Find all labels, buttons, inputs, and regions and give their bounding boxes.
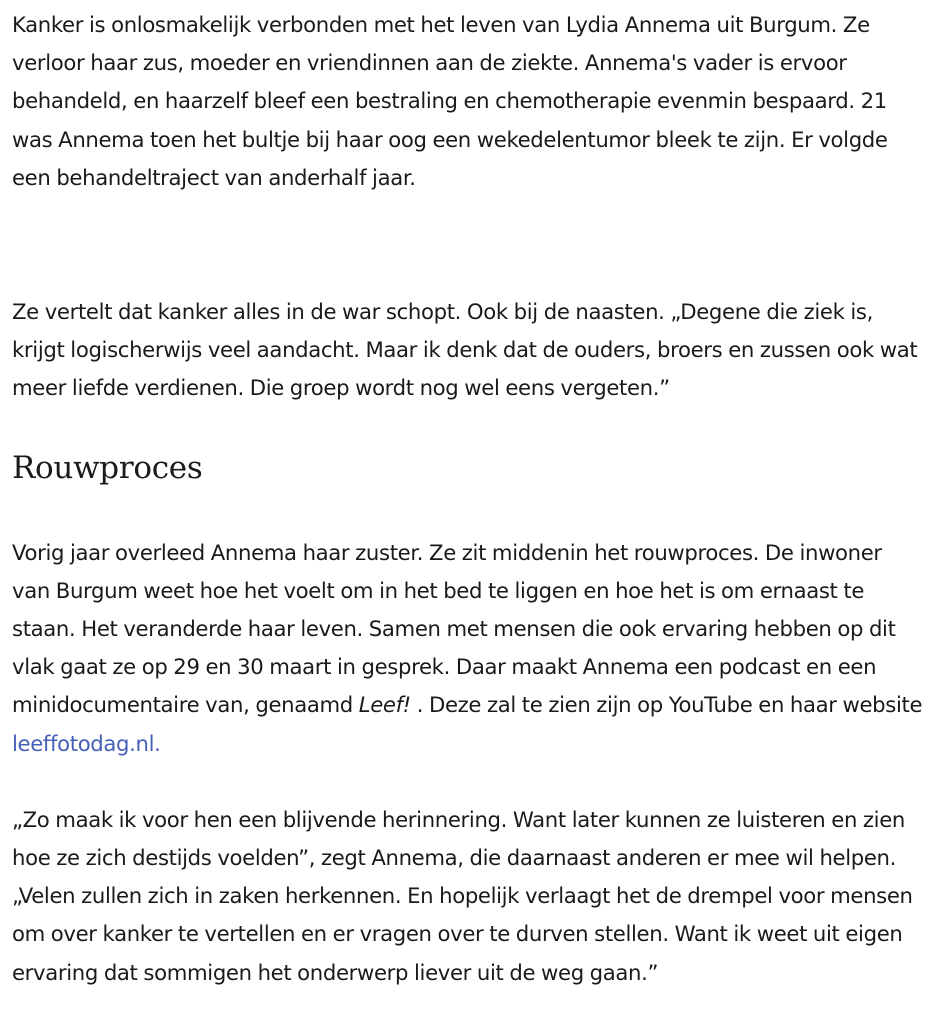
article-body <box>12 6 924 992</box>
documentary-title: Leef! <box>358 692 411 718</box>
paragraph-quote-memory: „Zo maak ik voor hen een blijvende herinnering. Want later kunnen ze luisteren en zien hoe ze zich destijds voelden”, zegt Annema, die daarnaast anderen er mee wil helpen. „Velen zullen zich in zaken herkennen. En hopelijk verlaagt het de drempel voor mensen om over kanker te vertellen en er vragen over te durven stellen. Want ik weet uit eigen ervaring dat sommigen het onderwerp liever uit de weg gaan.” <box>12 806 913 985</box>
paragraph-mourning <box>12 534 924 763</box>
section-heading: Rouwproces <box>12 449 203 486</box>
website-link[interactable]: leeffotodag.nl. <box>12 730 161 756</box>
paragraph-intro: Kanker is onlosmakelijk verbonden met het leven van Lydia Annema uit Burgum. Ze verloor haar zus, moeder en vriendinnen aan de ziekte. Annema's vader is ervoor behandeld, en haarzelf bleef een bestraling en chemotherapie evenmin bespaard. 21 was Annema toen het bultje bij haar oog een wekedelentumor bleek te zijn. Er volgde een behandeltraject van anderhalf jaar. <box>12 12 888 190</box>
paragraph-mourning-text-continued: . Deze zal te zien zijn op YouTube en haar website <box>410 692 923 718</box>
paragraph-quote-relatives: Ze vertelt dat kanker alles in de war schopt. Ook bij de naasten. „Degene die ziek is, krijgt logischerwijs veel aandacht. Maar ik denk dat de ouders, broers en zussen ook wat meer liefde verdienen. Die groep wordt nog wel eens vergeten.” <box>12 299 918 401</box>
paragraph-mourning-text: Vorig jaar overleed Annema haar zuster. Ze zit middenin het rouwproces. De inwoner van Burgum weet hoe het voelt om in het bed te liggen en hoe het is om ernaast te staan. Het veranderde haar leven. Samen met mensen die ook ervaring hebben op dit vlak gaat ze op 29 en 30 maart in gesprek. Daar maakt Annema een podcast en een minidocumentaire van, genaamd <box>12 539 896 718</box>
